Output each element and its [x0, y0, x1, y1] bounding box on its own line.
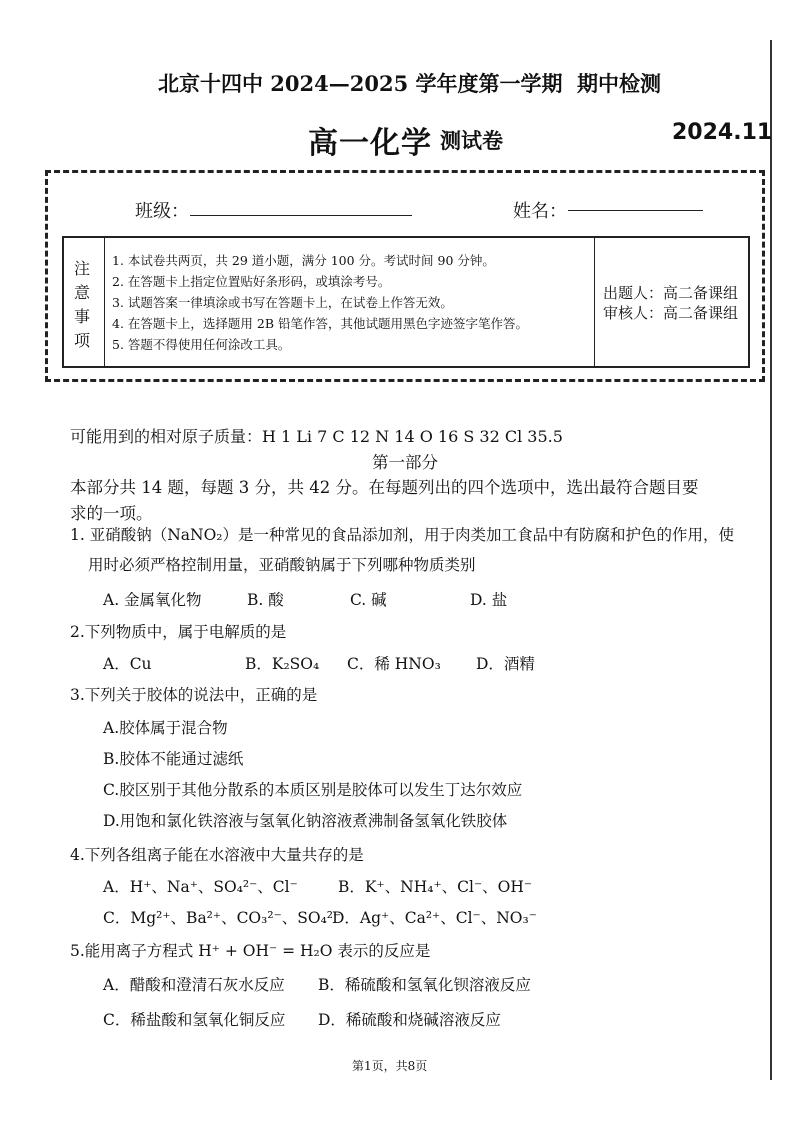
- q2-option-a: A．Cu: [103, 655, 152, 673]
- notice-heading-char: 项: [74, 331, 91, 350]
- q2-option-c: C．稀 HNO₃: [347, 655, 441, 673]
- q1-option-a: A. 金属氧化物: [103, 591, 202, 609]
- section-title: 第一部分: [372, 453, 438, 472]
- notice-heading-char: 事: [74, 307, 91, 326]
- paper-type: 测试卷: [440, 128, 503, 153]
- class-field[interactable]: [190, 215, 412, 216]
- q3-stem: 3.下列关于胶体的说法中，正确的是: [70, 686, 318, 704]
- q4-stem: 4.下列各组离子能在水溶液中大量共存的是: [70, 846, 364, 864]
- q2-option-d: D．酒精: [476, 655, 535, 673]
- q4-option-b: B．K⁺、NH₄⁺、Cl⁻、OH⁻: [338, 878, 533, 896]
- subject-title: 高一化学: [308, 126, 432, 161]
- notice-heading: [64, 238, 105, 366]
- section-intro-line1: 本部分共 14 题，每题 3 分，共 42 分。在每题列出的四个选项中，选出最符合题目要: [70, 478, 699, 497]
- notice-table: [62, 236, 750, 368]
- q2-stem: 2.下列物质中，属于电解质的是: [70, 623, 287, 641]
- q1-stem-line1: 1. 亚硝酸钠（NaNO₂）是一种常见的食品添加剂，用于肉类加工食品中有防腐和护色的作用，使: [70, 526, 735, 544]
- notice-item: 2. 在答题卡上指定位置贴好条形码，或填涂考号。: [112, 274, 391, 289]
- school-title: 北京十四中 2024—2025 学年度第一学期: [158, 71, 563, 96]
- class-label: 班级：: [135, 201, 189, 222]
- q3-option-d: D.用饱和氯化铁溶液与氢氧化钠溶液煮沸制备氢氧化铁胶体: [103, 812, 508, 830]
- q1-stem-line2: 用时必须严格控制用量，亚硝酸钠属于下列哪种物质类别: [88, 556, 476, 574]
- q5-option-b: B．稀硫酸和氢氧化钡溶液反应: [318, 976, 531, 994]
- notice-heading-char: 意: [74, 283, 91, 302]
- name-field[interactable]: [568, 210, 703, 211]
- q3-option-b: B.胶体不能通过滤纸: [103, 750, 244, 768]
- notice-item: 1. 本试卷共两页，共 29 道小题，满分 100 分。考试时间 90 分钟。: [112, 253, 495, 268]
- name-label: 姓名：: [513, 201, 567, 222]
- q5-option-d: D．稀硫酸和烧碱溶液反应: [318, 1011, 501, 1029]
- q1-option-d: D. 盐: [470, 591, 508, 609]
- q2-option-b: B．K₂SO₄: [245, 655, 320, 673]
- page-footer: 第1页，共8页: [352, 1059, 428, 1073]
- notice-item: 3. 试题答案一律填涂或书写在答题卡上，在试卷上作答无效。: [112, 295, 453, 310]
- q5-option-a: A．醋酸和澄清石灰水反应: [103, 976, 285, 994]
- section-intro-line2: 求的一项。: [70, 504, 153, 523]
- q3-option-c: C.胶区别于其他分散系的本质区别是胶体可以发生丁达尔效应: [103, 781, 523, 799]
- exam-type: 期中检测: [577, 71, 661, 96]
- q4-option-c: C．Mg²⁺、Ba²⁺、CO₃²⁻、SO₄²⁻: [103, 909, 342, 927]
- notice-authors: [594, 238, 749, 366]
- notice-item: 5. 答题不得使用任何涂改工具。: [112, 337, 291, 352]
- q5-option-c: C．稀盐酸和氢氧化铜反应: [103, 1011, 286, 1029]
- notice-heading-char: 注: [74, 259, 91, 278]
- q1-option-b: B. 酸: [247, 591, 284, 609]
- setter-label: 出题人：高二备课组: [603, 284, 739, 302]
- atomic-masses: 可能用到的相对原子质量：H 1 Li 7 C 12 N 14 O 16 S 32 Cl 35.5: [70, 427, 563, 446]
- q3-option-a: A.胶体属于混合物: [103, 719, 228, 737]
- page-edge-line: [770, 40, 772, 1080]
- q1-option-c: C. 碱: [350, 591, 387, 609]
- notice-item: 4. 在答题卡上，选择题用 2B 铅笔作答，其他试题用黑色字迹签字笔作答。: [112, 316, 528, 331]
- q5-stem: 5.能用离子方程式 H⁺ + OH⁻ = H₂O 表示的反应是: [70, 942, 431, 960]
- reviewer-label: 审核人：高二备课组: [603, 304, 739, 322]
- notice-items: [112, 250, 592, 355]
- exam-date: 2024.11: [672, 120, 773, 145]
- q4-option-a: A．H⁺、Na⁺、SO₄²⁻、Cl⁻: [103, 878, 298, 896]
- q4-option-d: D．Ag⁺、Ca²⁺、Cl⁻、NO₃⁻: [332, 909, 537, 927]
